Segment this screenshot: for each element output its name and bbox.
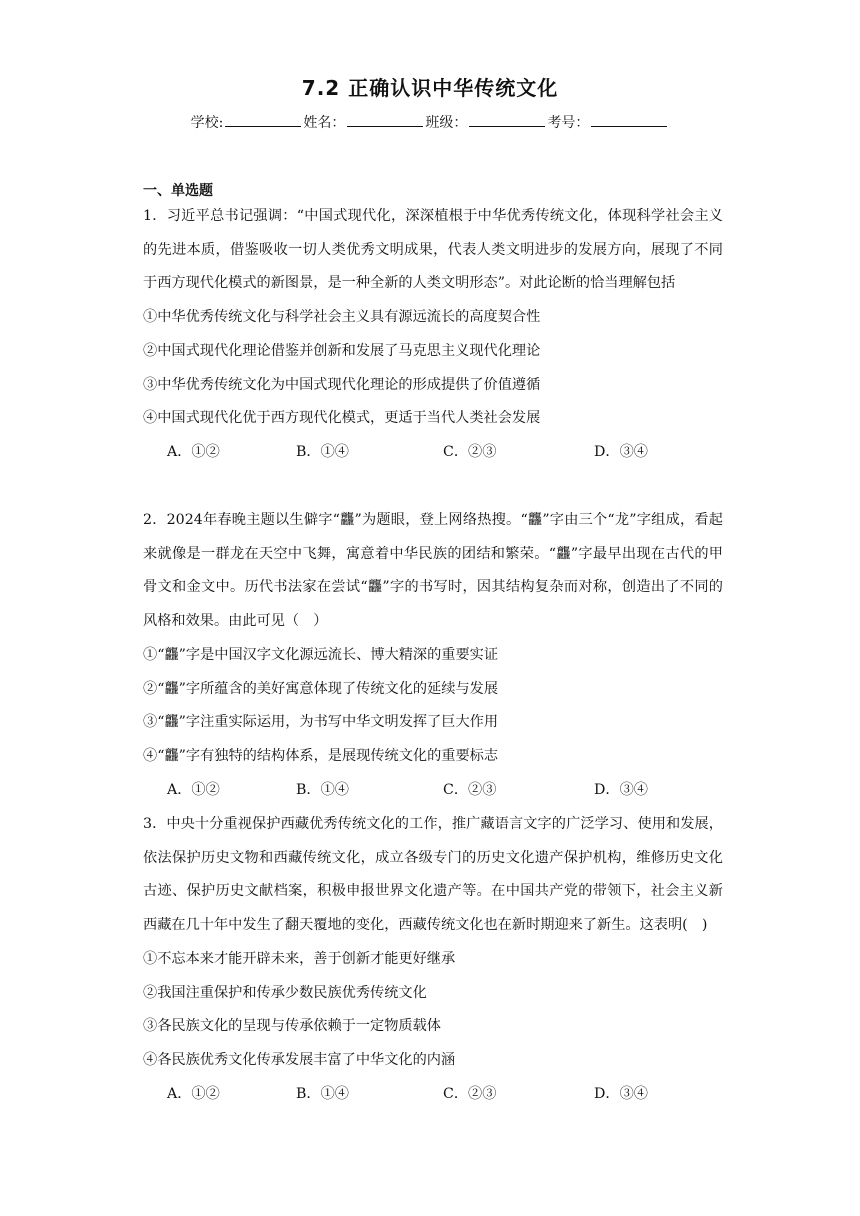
school-label: 学校: — [190, 115, 224, 131]
statement-option: ①不忘本来才能开辟未来，善于创新才能更好继承 — [143, 950, 456, 967]
statement-option: ②“龘”字所蕴含的美好寓意体现了传统文化的延续与发展 — [143, 680, 499, 697]
statement-option: ③中华优秀传统文化为中国式现代化理论的形成提供了价值遵循 — [143, 376, 541, 393]
school-blank[interactable] — [225, 112, 301, 127]
statement-option: ①中华优秀传统文化与科学社会主义具有源远流长的高度契合性 — [143, 309, 541, 326]
choice-b[interactable]: B．①④ — [296, 1085, 349, 1102]
choice-a[interactable]: A．①② — [167, 781, 220, 798]
statement-option: ④中国式现代化优于西方现代化模式，更适于当代人类社会发展 — [143, 410, 541, 427]
document-title: 7.2 正确认识中华传统文化 — [301, 76, 559, 100]
class-blank[interactable] — [469, 112, 545, 127]
choice-a[interactable]: A．①② — [167, 443, 220, 460]
exam-number-label: 考号： — [547, 115, 590, 131]
choice-c[interactable]: C．②③ — [443, 443, 497, 460]
choice-b[interactable]: B．①④ — [296, 781, 349, 798]
choice-b[interactable]: B．①④ — [296, 443, 349, 460]
name-label: 姓名： — [303, 115, 346, 131]
statement-option: ①“龘”字是中国汉字文化源远流长、博大精深的重要实证 — [143, 646, 499, 663]
choice-c[interactable]: C．②③ — [443, 1085, 497, 1102]
question-2 — [143, 504, 723, 807]
exam-number-blank[interactable] — [591, 112, 667, 127]
statement-option: ③“龘”字注重实际运用，为书写中华文明发挥了巨大作用 — [143, 714, 499, 731]
choice-c[interactable]: C．②③ — [443, 781, 497, 798]
statement-option: ②中国式现代化理论借鉴并创新和发展了马克思主义现代化理论 — [143, 342, 541, 359]
answer-choices — [143, 1078, 723, 1112]
name-blank[interactable] — [347, 112, 423, 127]
answer-choices — [143, 436, 723, 470]
statement-option: ③各民族文化的呈现与传承依赖于一定物质载体 — [143, 1018, 441, 1035]
section-title: 一、单选题 — [143, 183, 213, 199]
question-3 — [143, 808, 723, 1111]
choice-d[interactable]: D．③④ — [594, 781, 648, 798]
question-stem: 3．中央十分重视保护西藏优秀传统文化的工作，推广藏语言文字的广泛学习、使用和发展，依法保护历史文物和西藏传统文化，成立各级专门的历史文化遗产保护机构，维修历史文化古迹、保护历史文献档案，积极申报世界文化遗产等。在中国共产党的带领下，社会主义新西藏在几十年中发生了翻天覆地的变化，西藏传统文化也在新时期迎来了新生。这表明( ) — [143, 816, 723, 934]
question-1 — [143, 200, 723, 470]
statement-option: ④各民族优秀文化传承发展丰富了中华文化的内涵 — [143, 1051, 456, 1068]
choice-d[interactable]: D．③④ — [594, 443, 648, 460]
question-stem: 2．2024年春晚主题以生僻字“龘”为题眼，登上网络热搜。“龘”字由三个“龙”字组成，看起来就像是一群龙在天空中飞舞，寓意着中华民族的团结和繁荣。“龘”字最早出现在古代的甲骨文和金文中。历代书法家在尝试“龘”字的书写时，因其结构复杂而对称，创造出了不同的风格和效果。由此可见（ ） — [143, 512, 723, 630]
student-info-line — [0, 112, 860, 132]
statement-option: ④“龘”字有独特的结构体系，是展现传统文化的重要标志 — [143, 747, 499, 764]
class-label: 班级： — [425, 115, 468, 131]
question-stem: 1．习近平总书记强调：“中国式现代化，深深植根于中华优秀传统文化，体现科学社会主义的先进本质，借鉴吸收一切人类优秀文明成果，代表人类文明进步的发展方向，展现了不同于西方现代化模式的新图景，是一种全新的人类文明形态”。对此论断的恰当理解包括 — [143, 208, 723, 292]
choice-d[interactable]: D．③④ — [594, 1085, 648, 1102]
choice-a[interactable]: A．①② — [167, 1085, 220, 1102]
answer-choices — [143, 774, 723, 808]
statement-option: ②我国注重保护和传承少数民族优秀传统文化 — [143, 984, 427, 1001]
